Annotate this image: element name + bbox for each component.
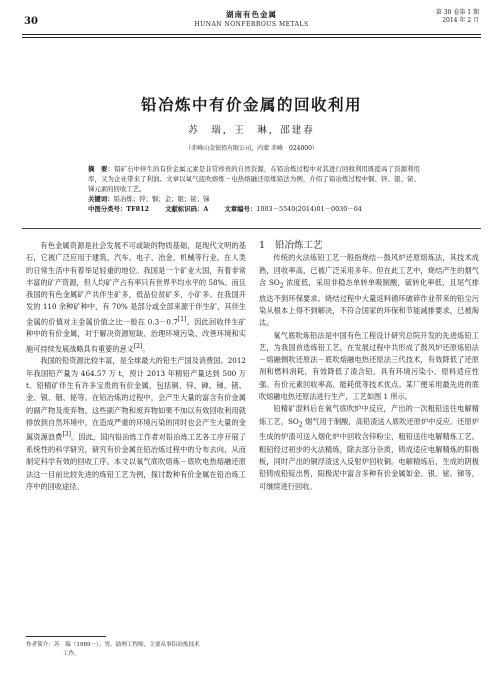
header-rule-thin: [22, 37, 481, 38]
abstract-label: 摘 要：: [88, 165, 115, 173]
article-no-value: 1003－5540(2014)01－0030－04: [256, 205, 362, 213]
keywords-label: 关键词：: [88, 195, 114, 203]
footnote-line-2: 工作。: [63, 651, 80, 657]
process-p3-tail: 烟气用于制酸，高铅渣送入底吹还原炉中反应。还原炉生成的炉渣可送入烟化炉中回收含锌粉尘，粗铅送往电解精炼工艺。粗铅经过初步的火法精炼，除去部分杂质，铸成适应电解精炼的阳极板，同时产出的铜浮渣送入反射炉回收铜。电解精炼后，生成的阴极铅铸成铅锭出售，阳极泥中富含多种有价金属如金、银、铋、锑等，可继续进行回收。: [259, 416, 479, 491]
process-paragraph-3: [259, 403, 479, 493]
clc-label: 中图分类号：: [88, 205, 127, 213]
issue-volume: 第 30 卷第 1 期: [435, 9, 479, 16]
article-no-label: 文章编号：: [224, 205, 257, 213]
intro-paragraph-2: [26, 355, 246, 493]
intro-p1-text: 有色金属资源是社会发展不可或缺的物质基础，是现代文明的基石，它被广泛应用于建筑、汽车、电子、冶金、机械等行业，在人类的日常生活中有着举足轻重的地位。我国是一个矿业大国，有着非常丰富的矿产资源，但人均矿产占有率只有世界平均水平的 58%。而且我国的有色金属矿产共伴生矿多，低品位贫矿多，小矿多。在我国开发的 110 余种矿种中，有 70% 是部分或全部来源于伴生矿，其伴生金属的价值对主金属价值之比一般在 0.3－0.7: [26, 241, 246, 327]
abstract-paragraph: [88, 164, 420, 194]
so2-subscript-1: 2: [279, 282, 284, 290]
classification-line: [88, 204, 420, 214]
issue-info: [436, 9, 479, 25]
process-p2-text: 氧气底吹炼铅法是中国有色工程设计研究总院开发的先进炼铅工艺，为我国首选炼铅工艺，在发展过程中共形成了鼓风炉还原炼铅法－熔融侧吹还原法－底吹熔融电热还原法三代技术，有效降低了还原剂和燃料消耗，有效降低了渣含铅，具有环境污染小、原料适应性强、有价元素回收率高、能耗低等技术优点。某厂便采用最先进的底吹熔融电热还原法进行生产，工艺如图 1 所示。: [259, 330, 479, 401]
intro-p1-tail: 。因此回收伴生矿种中的有价金属，对于解决资源短缺、治理环境污染、改善环境和实施可持续发展战略具有重要的意义: [26, 317, 246, 354]
abstract-rule: [22, 228, 481, 229]
doc-code-item: [165, 205, 208, 213]
keywords-line: [88, 194, 420, 204]
section-heading: [259, 240, 479, 252]
intro-p2-text: 我国的铅资源比较丰富，是全球最大的铅生产国及消费国。2012 年我国铅产量为 464.57 万 t，预计 2013 年精铅产量达到 500 万 t。铅精矿伴生有许多宝贵的有价金属，包括铜、锌、砷、锑、锗、金、银、铟、铋等。在铅冶炼的过程中，会产生大量的富含有价金属的副产物及废弃物。这些副产物和废弃物如果不加以有效回收利用就排放到自然环境中，在造成严重的环境污染的同时也会产生大量的金属资源浪费: [26, 356, 246, 442]
process-p1-text: 传统的火法炼铅工艺一般指烧结－鼓风炉还原熔炼法，其技术成熟，回收率高，已被广泛采用多年。但在此工艺中，烧结产生的烟气含 SO: [259, 253, 479, 287]
process-p3-text: 铅精矿混料后在氧气底吹炉中反应，产出的一次粗铅送往电解精炼工艺，SO: [259, 404, 479, 426]
doc-code-value: A: [203, 205, 209, 213]
citation-1: [1]: [177, 315, 187, 323]
article-authors: 苏 瑞，王 琳，邵建春: [188, 125, 315, 136]
section-number: 1: [259, 240, 266, 251]
journal-name-cn: 湖南有色金属: [226, 10, 277, 19]
issue-date: 2014 年 2 月: [442, 17, 479, 25]
page-number: 30: [24, 16, 38, 27]
citation-3: [3]: [62, 431, 71, 439]
article-no-item: [224, 205, 375, 213]
keywords-text: 铅冶炼；锌；铜；金；银；铋；锑: [113, 195, 210, 203]
process-paragraph-2: [259, 330, 479, 404]
abstract-text: 铅矿石中伴生的有价金属元素是非常珍贵的自然资源，在铅冶炼过程中对其进行回收利用既提高了资源利用率，又为企业带来了利润。文章以氧气底吹熔炼－电热熔融还原炼铅法为例，介绍了铅冶炼过程中铜、锌、银、铋、锑元素的回收工艺。: [88, 165, 421, 193]
journal-name-en: HUNAN NONFERROUS METALS: [194, 21, 309, 28]
intro-paragraph-1: [26, 240, 246, 355]
header-rule-thick: [22, 34, 481, 35]
footnote-rule: [26, 636, 106, 637]
doc-code-label: 文献标识码：: [165, 205, 204, 213]
left-column: [26, 240, 246, 493]
clc-item: [88, 205, 149, 213]
clc-value: TF812: [126, 205, 149, 213]
author-footnote: [26, 641, 246, 659]
citation-2: [2]: [133, 342, 143, 350]
intro-p2-tail: 。因此，国内铅冶炼工作者对铅冶炼工艺各工序开展了系统性的科学研究，研究有价金属在铅冶炼过程中的分布去向，从而制定科学有效的回收工序。本文以氧气底吹熔炼－底吹电热熔融还原法这一目前比较先进的炼铅工艺为例，探讨数种有价金属在铅冶炼工序中的回收途径。: [26, 432, 246, 491]
abstract-block: [88, 164, 420, 214]
footnote-line-1: 作者简介：苏 瑞（1989－），男，助理工程师，主要从事铅冶炼技术: [26, 642, 200, 648]
section-title: 铅冶炼工艺: [275, 240, 323, 251]
so2-subscript-2: 2: [298, 421, 303, 429]
intro-p1-end: 。: [142, 344, 150, 354]
process-p1-tail: 浓度低，采用非稳态单转单吸制酸，硫转化率低，且尾气排放达不到环保要求。烧结过程中大量返料循环破碎作业带来的铅尘污染从根本上得不到解决，不符合国家的环保和节能减排要求，已被淘汰。: [259, 277, 479, 328]
journal-header: [150, 9, 353, 28]
author-affiliation: （赤峰山金银铅有限公司，内蒙 赤峰 024000）: [185, 145, 318, 152]
process-paragraph-1: [259, 252, 479, 329]
article-title: 铅冶炼中有价金属的回收利用: [140, 95, 362, 114]
right-column: [259, 240, 479, 493]
